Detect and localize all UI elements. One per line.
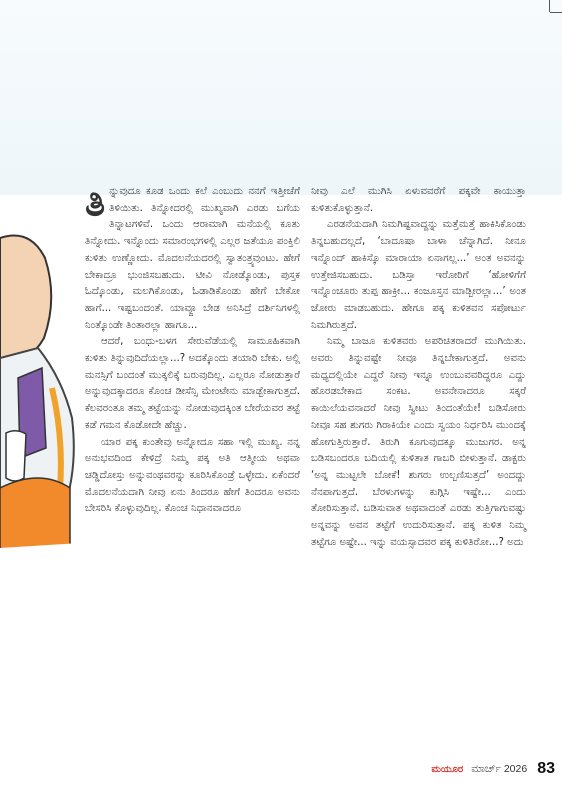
article-column-1 [85, 180, 300, 518]
page-footer [355, 759, 555, 779]
paragraph: ನೀವು ಎಲೆ ಮುಗಿಸಿ ಏಳುವವರೆಗೆ ಪಕ್ಕವೇ ಕಾಯುತ್ತಾ ಕುಳಿತುಕೊಳ್ಳುತ್ತಾನೆ. [311, 186, 526, 214]
crop-mark-top [549, 0, 550, 12]
paragraph: ಆದರೆ, ಬಂಧು-ಬಳಗ ಸೇರುವೆಡೆಯಲ್ಲಿ ಸಾಮೂಹಿಕವಾಗಿ ಕುಳಿತು ತಿನ್ನುವುದಿದೆಯಲ್ಲಾ...? ಅದಕ್ಕೊಂದು ತಯಾರಿ ಬೇಕು. ಅಲ್ಲಿ ಮನಸ್ಸಿಗೆ ಬಂದಂತೆ ಮುಕ್ಕಲಿಕ್ಕೆ ಬರುವುದಿಲ್ಲ. ಎಲ್ಲರೂ ನೋಡುತ್ತಾರೆ ಅನ್ನುವುದಕ್ಕಾದರೂ ಕೊಂಚ ಡೀಸೆನ್ಸಿ ಮೇಂಟೇನು ಮಾಡ್ಬೇಕಾಗುತ್ತದೆ. ಕೆಲವರಂತೂ ತಮ್ಮ ತಟ್ಟೆಯನ್ನು ನೋಡುವುದಕ್ಕಿಂತ ಬೇರೆಯವರ ತಟ್ಟೆ ಕಡೆ ಗಮನ ಕೊಡೋದೇ ಹೆಚ್ಚು. [85, 336, 300, 431]
crop-mark-side [550, 12, 562, 13]
paragraph: ನಿಮ್ಮ ಬಾಜೂ ಕುಳಿತವರು ಅಪರಿಚಿತರಾದರೆ ಮುಗಿಯಿತು. ಅವರು ತಿನ್ನುವಷ್ಟೇ ನೀವೂ ತಿನ್ನಬೇಕಾಗುತ್ತದೆ. ಅವನು ಮಧ್ಯದಲ್ಲಿಯೇ ಎದ್ದರೆ ನೀವು ಇನ್ನೂ ಉಂಬುವವರಿದ್ದರೂ ಎದ್ದು ಹೊರಡಬೇಕಾದ ಸಂಕಟ. ಅವನೇನಾದರೂ ಸಕ್ಕರೆ ಕಾಯಿಲೆಯವನಾದರೆ ನೀವು ಸ್ವೀಟು ತಿಂದಂತೆಯೇ! ಬಡಿಸೋರು ನೀವೂ ಸಹ ಶುಗರು ಗಿರಾಕಿಯೇ ಎಂದು ಸ್ವಯಂ ನಿರ್ಧರಿಸಿ ಮುಂದಕ್ಕೆ ಹೋಗುತ್ತಿರುತ್ತಾರೆ. ತಿರುಗಿ ಕೂಗುವುದಕ್ಕೂ ಮುಜುಗರ. ಅನ್ನ ಬಡಿಸಬಂದರೂ ಬದಿಯಲ್ಲಿ ಕುಳಿತಾತ ಗಾಬರಿ ಬೀಳುತ್ತಾನೆ. ಡಾಕ್ಟರು ‘ಅನ್ನ ಮುಟ್ಟಲೇ ಬೋಕೆ! ಶುಗರು ಉಲ್ಬಣಿಸುತ್ತದೆ’ ಅಂದದ್ದು ನೆನಪಾಗುತ್ತದೆ. ಬೆರಳುಗಳನ್ನು ಕುಗ್ಗಿಸಿ ಇಷ್ಟೇ... ಎಂದು ತೋರಿಸುತ್ತಾನೆ. ಬಡಿಸುವಾತ ಅಥವಾದಂತೆ ಎರಡು ತುತ್ತಿಗಾಗುವಷ್ಟು ಅನ್ನವನ್ನು ಅವನ ತಟ್ಟೆಗೆ ಉದುರಿಸುತ್ತಾನೆ. ಪಕ್ಕ ಕುಳಿತ ನಿಮ್ಮ ತಟ್ಟೆಗೂ ಅಷ್ಟೇ... ಇನ್ನು ವಯಸ್ಸಾದವರ ಪಕ್ಕ ಕುಳಿತಿರೋ...? ಅದು [311, 336, 526, 548]
magazine-logo: ಮಯೂರ [431, 763, 464, 775]
cartoon-illustration [0, 188, 80, 588]
article-column-2 [311, 184, 526, 551]
paragraph [85, 180, 300, 334]
paragraph: ಎರಡನೆಯದಾಗಿ ನಿಮಗಿಷ್ಟವಾದ್ದನ್ನು ಮತ್ತೆಮತ್ತೆ ಹಾಕಿಸಿಕೊಂಡು ತಿನ್ನಬಹುದಲ್ಲದೆ, ‘ಬಾದೂಷಾ ಬಾಳಾ ಚೆನ್ನಾಗಿದೆ. ನೀನೂ ಇನ್ನೊಂದ್ ಹಾಕಿಸ್ಕೊ ಮಾರಾಯಾ ಏನಾಗಲ್ಲ...’ ಅಂತ ಅವನನ್ನು ಉತ್ತೇಜಿಸಬಹುದು. ಬಡಿಸ್ತಾ ಇರೋರಿಗೆ ‘ಹೋಳಿಗೆಗೆ ಇನ್ನೊಂಚೂರು ತುಪ್ಪ ಹಾಕ್ರೀ... ಕಂಜೂಸ್ತನ ಮಾಡ್ಬೀರಲ್ಲಾ...’ ಅಂತ ಜೋರು ಮಾಡಬಹುದು. ಹೇಗೂ ಪಕ್ಕ ಕುಳಿತವನ ಸಪೋರ್ಟು ನಿಮಗಿರುತ್ತದೆ. [311, 219, 526, 331]
paragraph-text: ನ್ನುವುದೂ ಕೂಡ ಒಂದು ಕಲೆ ಎಂಬುದು ನನಗೆ ಇತ್ತೀಚೆಗೆ ತಿಳಿಯಿತು. ತಿನ್ನೋದರಲ್ಲಿ ಮುಖ್ಯವಾಗಿ ಎರಡು ಬಗೆಯ ತಿನ್ನಾಟಗಳಿವೆ. ಒಂದು ಆರಾಮಾಗಿ ಮನೆಯಲ್ಲಿ ಕೂತು ತಿನ್ನೋದು. ಇನ್ನೊಂದು ಸಮಾರಂಭಗಳಲ್ಲಿ ಎಲ್ಲರ ಜತೆಯೂ ಪಂಕ್ತಿಲಿ ಕುಳಿತು ಉಣ್ಣೋದು. ಮೊದಲನೆಯದರಲ್ಲಿ ಸ್ವಾತಂತ್ರ್ಯವುಂಟು. ಹೇಗೆ ಬೇಕಾದ್ರೂ ಭುಂಜಿಸಬಹುದು. ಟೀವಿ ನೋಡ್ಕೊಂಡು, ಪುಸ್ತಕ ಓದ್ಕೊಂಡು, ಮಲಗಿಕೊಂಡು, ಓಡಾಡಿಕೊಂಡು ಹೇಗೆ ಬೇಕೋ ಹಾಗೆ... ಇಷ್ಟಬಂದಂತೆ. ಯಾವ್ದೂ ಬೇಡ ಅನಿಸಿದ್ರೆ ದರ್ಶಿನಿಗಳಲ್ಲಿ ನಿಂತ್ಕೊಂಡೇ ತಿಂತಾರಲ್ಲಾ ಹಾಗೂ... [85, 186, 300, 331]
paragraph: ಯಾರ ಪಕ್ಕ ಕುಂತೇವು ಅನ್ನೋದೂ ಸಹಾ ಇಲ್ಲಿ ಮುಖ್ಯ. ನನ್ನ ಅನುಭವದಿಂದ ಕೇಳಿದ್ರೆ ನಿಮ್ಮ ಪಕ್ಕ ಅತಿ ಆತ್ಮೀಯ ಅಥವಾ ಚಡ್ಡಿದೋಸ್ತು ಅನ್ನುವಂಥವರನ್ನು ಕೂರಿಸಿಕೊಂಡ್ರೆ ಒಳ್ಳೇದು. ಏಕೆಂದರೆ ಮೊದಲನೆಯದಾಗಿ ನೀವು ಏನು ತಿಂದರೂ ಹೇಗೆ ತಿಂದರೂ ಅವನು ಬೇಸರಿಸಿ ಕೊಳ್ಳುವುದಿಲ್ಲ. ಕೊಂಚ ನಿಧಾನವಾದರೂ [85, 436, 300, 515]
header-background [0, 0, 562, 195]
issue-date: ಮಾರ್ಚ್ 2026 [471, 762, 528, 775]
drop-cap: ತಿ [85, 180, 106, 224]
page-number: 83 [537, 760, 555, 777]
